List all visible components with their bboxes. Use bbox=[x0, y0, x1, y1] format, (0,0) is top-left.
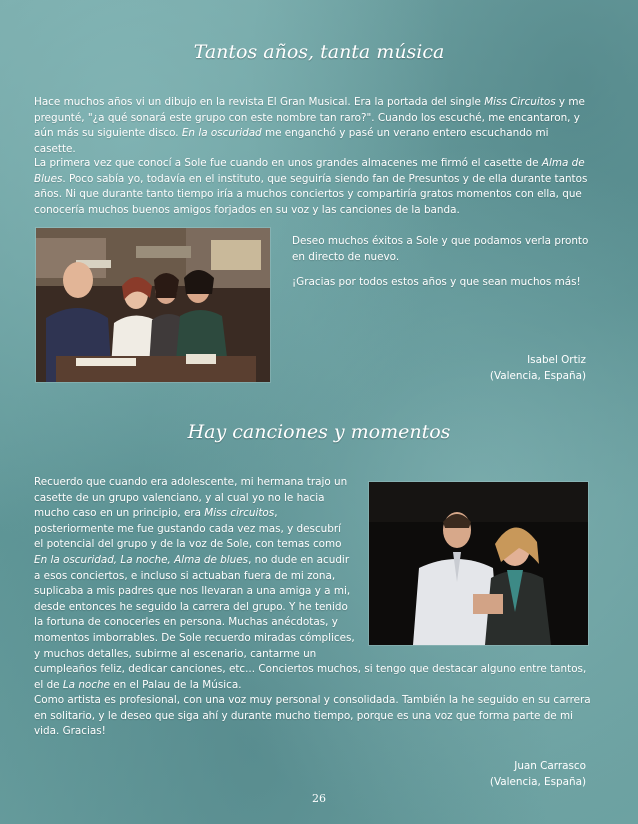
signing-photo-image bbox=[36, 228, 270, 382]
album-title: En la oscuridad bbox=[181, 127, 262, 140]
text-line bbox=[34, 553, 364, 569]
song-titles: En la oscuridad, La noche, Alma de blues bbox=[34, 553, 249, 566]
single-title: Miss Circuitos bbox=[484, 96, 556, 108]
album-title: Alma de Blues bbox=[34, 157, 585, 185]
single-title: Miss circuitos bbox=[204, 507, 275, 520]
memories-paragraph bbox=[34, 475, 364, 662]
fan-photo-image bbox=[369, 482, 588, 645]
text-line: el potencial del grupo y de la voz de Sole, con temas como bbox=[34, 538, 342, 551]
thanks-paragraph: ¡Gracias por todos estos años y que sean muchos más! bbox=[292, 276, 581, 288]
text-run: Hace muchos años vi un dibujo en la revista El Gran Musical. Era la portada del single bbox=[34, 96, 485, 108]
text-line: y muchos detalles, subirme al escenario, cantarme un bbox=[34, 647, 317, 660]
closing-text: Como artista es profesional, con una voz muy personal y consolidada. También la he seguido en su carrera en solitario, y le deseo que siga ahí y durante mucho tiempo, porque es una voz que forma parte de mi vida. Gracias! bbox=[34, 694, 591, 738]
author-name: Juan Carrasco bbox=[514, 760, 586, 772]
text-run: y me pregunté, "¿a qué sonará este grupo con este nombre tan raro?". Cuando los escuché, me encantaron, y aún más su siguiente disco. bbox=[34, 96, 585, 140]
text-run: , no dude en acudir bbox=[248, 553, 350, 566]
article-intro-paragraph bbox=[34, 95, 592, 157]
text-run: cumpleaños feliz, dedicar canciones, etc... Conciertos muchos, si tengo que destacar alguno entre tantos, el de bbox=[34, 663, 587, 691]
text-run: . Poco sabía yo, todavía en el instituto, que seguiría siendo fan de Presuntos y de ella durante tantos años. Ni que durante tanto tiempo iría a muchos conciertos y compartiría gratos momentos con ella, que conocería muchos buenos amigos forjados en su voz y las canciones de la banda. bbox=[34, 172, 588, 216]
song-title: La noche bbox=[62, 678, 110, 691]
photo-signing-group bbox=[35, 227, 271, 383]
section-title-tantos-anos: Tantos años, tanta música bbox=[193, 41, 445, 63]
photo-fan-with-singer bbox=[368, 481, 589, 646]
text-line: casette de un grupo valenciano, y al cual yo no le hacia bbox=[34, 491, 325, 504]
signature-block-1 bbox=[400, 352, 586, 384]
text-line: desde entonces he seguido la carrera del grupo. Y he tenido bbox=[34, 600, 348, 613]
author-location: (Valencia, España) bbox=[489, 776, 586, 788]
text-line: suplicaba a mis padres que nos llevaran a una amiga y a mi, bbox=[34, 585, 351, 598]
wish-paragraph: Deseo muchos éxitos a Sole y que podamos verla pronto en directo de nuevo. bbox=[292, 235, 589, 263]
article-second-paragraph bbox=[34, 156, 589, 218]
text-line: la fortuna de conocerles en persona. Muchas anécdotas, y bbox=[34, 616, 338, 629]
section-title-hay-canciones: Hay canciones y momentos bbox=[187, 421, 451, 443]
text-line: momentos imborrables. De Sole recuerdo miradas cómplices, bbox=[34, 631, 355, 644]
text-line: mucho caso en un principio, era Miss circuitos, bbox=[34, 507, 278, 520]
signature-block-2 bbox=[400, 758, 586, 790]
text-line: posteriormente me fue gustando cada vez mas, y descubrí bbox=[34, 522, 342, 535]
text-run: mucho caso en un principio, era bbox=[34, 507, 205, 520]
text-run: La primera vez que conocí a Sole fue cuando en unos grandes almacenes me firmó el casette de bbox=[34, 157, 542, 169]
text-run: me enganchó y pasé un verano entero escuchando mi casette. bbox=[34, 127, 549, 155]
concerts-paragraph bbox=[34, 662, 594, 740]
text-line: a esos conciertos, e incluso si actuaban fuera de mi zona, bbox=[34, 569, 336, 582]
text-line: Recuerdo que cuando era adolescente, mi hermana trajo un bbox=[34, 476, 348, 488]
page-number: 26 bbox=[312, 792, 326, 805]
text-run: en el Palau de la Música. bbox=[109, 678, 242, 691]
author-name: Isabel Ortiz bbox=[527, 354, 586, 366]
author-location: (Valencia, España) bbox=[489, 370, 586, 382]
